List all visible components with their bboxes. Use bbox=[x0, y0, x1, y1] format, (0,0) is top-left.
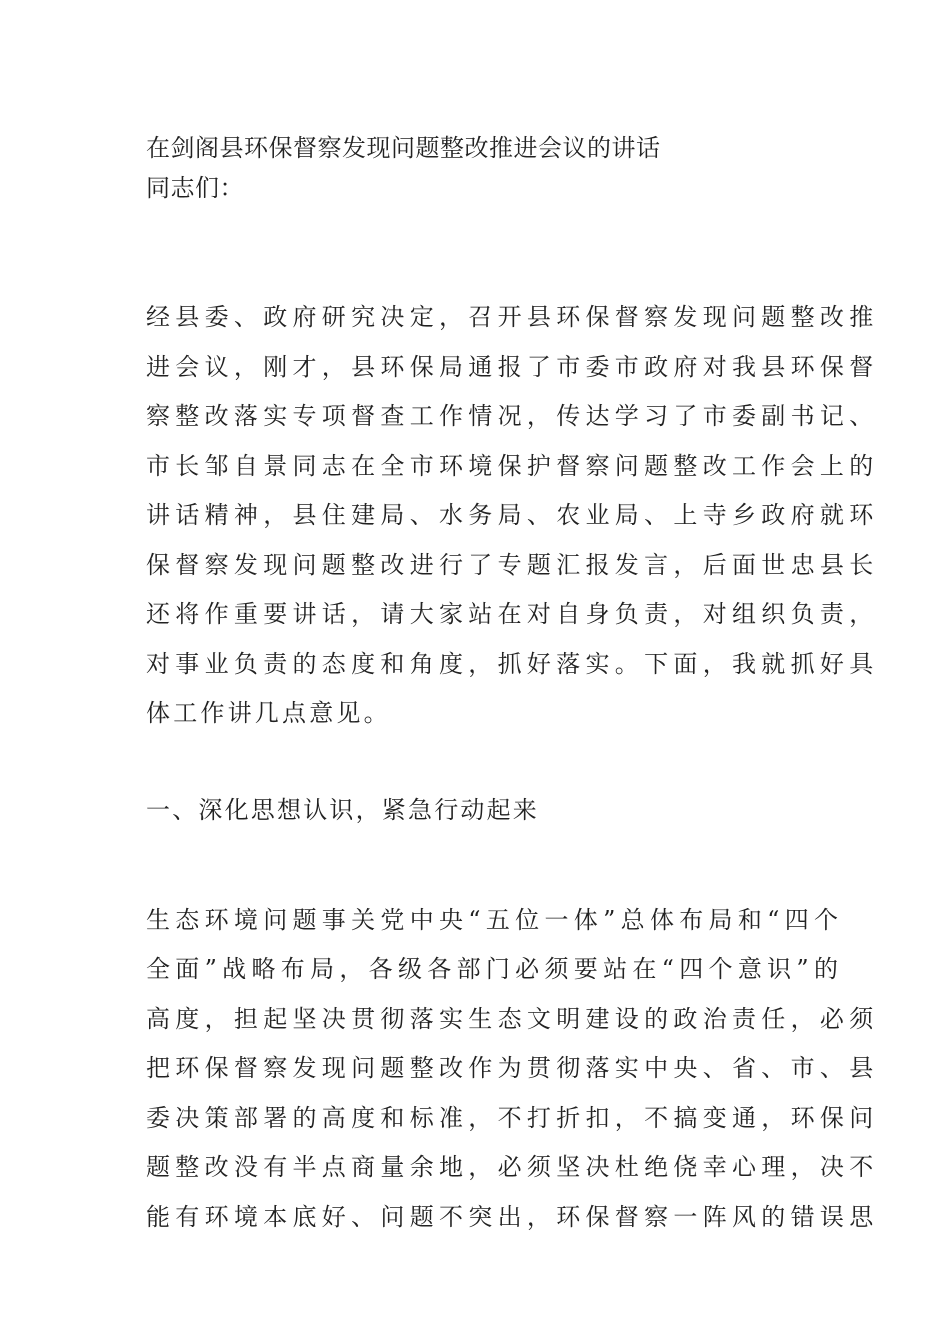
section-heading: 一、深化思想认识，紧急行动起来 bbox=[146, 795, 539, 824]
document-title: 在剑阁县环保督察发现问题整改推进会议的讲话 bbox=[146, 134, 661, 162]
paragraph-line: 保督察发现问题整改进行了专题汇报发言，后面世忠县长 bbox=[146, 550, 879, 579]
document-body bbox=[146, 128, 879, 1242]
paragraph-section-1 bbox=[146, 896, 879, 1243]
paragraph-line: 经县委、政府研究决定，召开县环保督察发现问题整改推 bbox=[146, 303, 879, 331]
paragraph-line: 把环保督察发现问题整改作为贯彻落实中央、省、市、县 bbox=[146, 1054, 879, 1082]
salutation: 同志们： bbox=[146, 174, 244, 202]
paragraph-line: 进会议，刚才，县环保局通报了市委市政府对我县环保督 bbox=[146, 352, 879, 381]
paragraph-line: 还将作重要讲话，请大家站在对自身负责，对组织负责， bbox=[146, 600, 879, 628]
paragraph-line: 能有环境本底好、问题不突出，环保督察一阵风的错误思 bbox=[146, 1202, 879, 1231]
paragraph-line: 全面”战略布局，各级各部门必须要站在“四个意识”的 bbox=[146, 955, 844, 983]
paragraph-line: 察整改落实专项督查工作情况，传达学习了市委副书记、 bbox=[146, 402, 879, 430]
paragraph-line: 生态环境问题事关党中央“五位一体”总体布局和“四个 bbox=[146, 905, 844, 934]
paragraph-line: 委决策部署的高度和标准，不打折扣，不搞变通，环保问 bbox=[146, 1103, 879, 1132]
paragraph-line: 高度，担起坚决贯彻落实生态文明建设的政治责任，必须 bbox=[146, 1004, 879, 1033]
paragraph-line: 讲话精神，县住建局、水务局、农业局、上寺乡政府就环 bbox=[146, 501, 879, 529]
paragraph-line: 对事业负责的态度和角度，抓好落实。下面，我就抓好具 bbox=[146, 649, 879, 678]
paragraph-line: 体工作讲几点意见。 bbox=[146, 699, 391, 727]
paragraph-line: 题整改没有半点商量余地，必须坚决杜绝侥幸心理，决不 bbox=[146, 1153, 879, 1181]
paragraph-line: 市长邹自景同志在全市环境保护督察问题整改工作会上的 bbox=[146, 451, 879, 480]
paragraph-intro bbox=[146, 293, 879, 739]
